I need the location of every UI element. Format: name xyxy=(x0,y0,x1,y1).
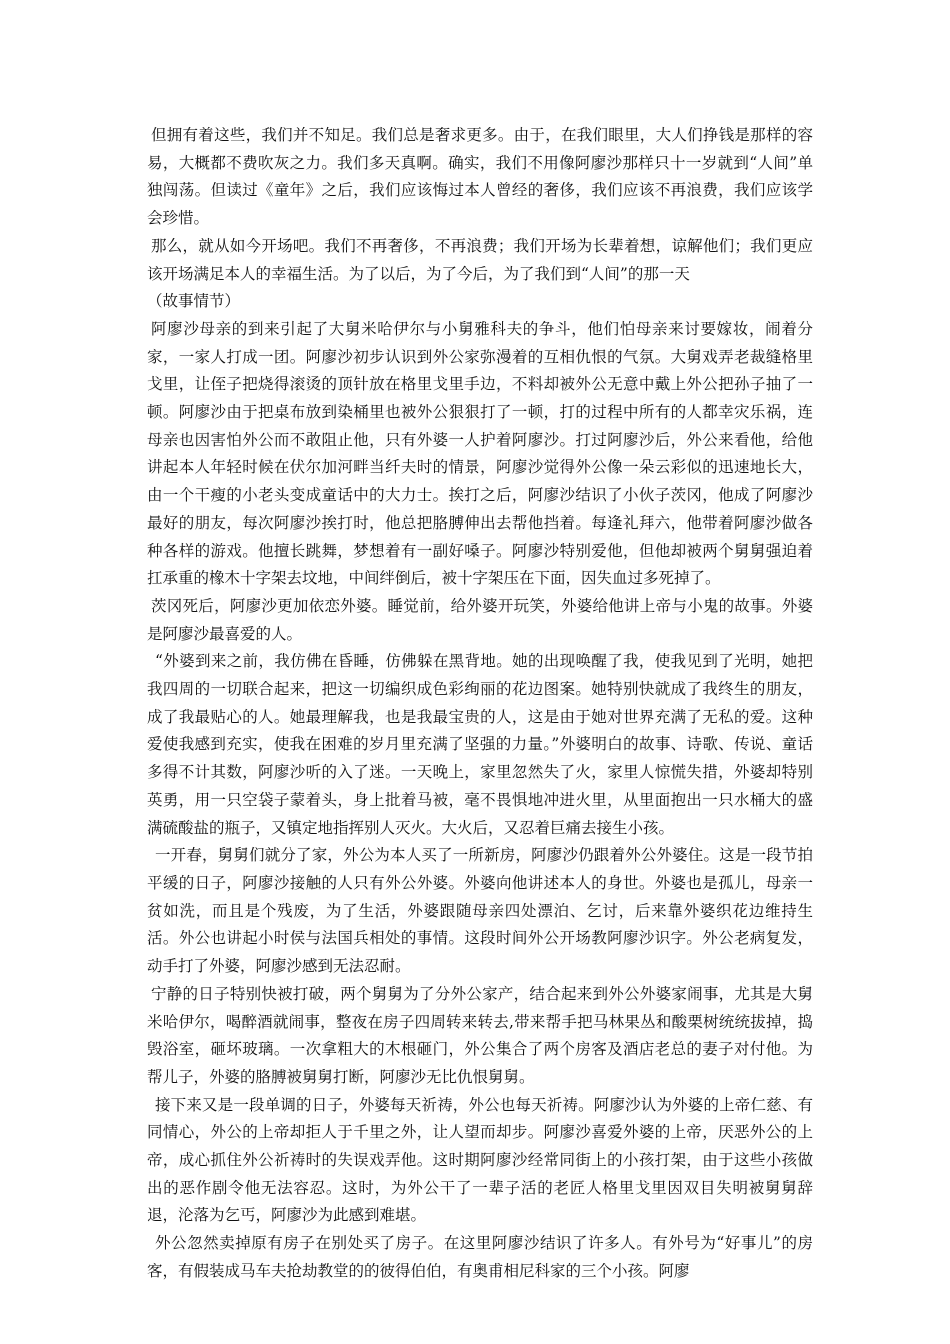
document-page xyxy=(147,122,813,1286)
paragraph-8: 接下来又是一段单调的日子，外婆每天祈祷，外公也每天祈祷。阿廖沙认为外婆的上帝仁慈、有同情心，外公的上帝却拒人于千里之外，让人望而却步。阿廖沙喜爱外婆的上帝，厌恶外公的上帝，成心抓住外公祈祷时的失误戏弄他。这时期阿廖沙经常同街上的小孩打架，由于这些小孩做出的恶作剧令他无法容忍。这时，为外公干了一辈子活的老匠人格里戈里因双目失明被舅舅辞退，沦落为乞丐，阿廖沙为此感到难堪。 xyxy=(147,1095,813,1225)
paragraph-7: 宁静的日子特别快被打破，两个舅舅为了分外公家产，结合起来到外公外婆家闹事，尤其是大舅米哈伊尔，喝醉酒就闹事，整夜在房子四周转来转去,带来帮手把马林果丛和酸栗树统统拔掉，捣毁浴室，砸坏玻璃。一次拿粗大的木根砸门，外公集合了两个房客及酒店老总的妻子对付他。为帮儿子，外婆的胳膊被舅舅打断，阿廖沙无比仇恨舅舅。 xyxy=(147,984,813,1086)
paragraph-1: 但拥有着这些，我们并不知足。我们总是奢求更多。由于，在我们眼里，大人们挣钱是那样的容易，大概都不费吹灰之力。我们多天真啊。确实，我们不用像阿廖沙那样只十一岁就到“人间”单独闯荡。但读过《童年》之后，我们应该悔过本人曾经的奢侈，我们应该不再浪费，我们应该学会珍惜。 xyxy=(147,126,813,228)
section-heading: （故事情节） xyxy=(147,292,241,311)
paragraph-4: 茨冈死后，阿廖沙更加依恋外婆。睡觉前，给外婆开玩笑，外婆给他讲上帝与小鬼的故事。外婆是阿廖沙最喜爱的人。 xyxy=(147,596,813,643)
paragraph-9: 外公忽然卖掉原有房子在别处买了房子。在这里阿廖沙结识了许多人。有外号为“好事儿”的房客，有假装成马车夫抢劫教堂的的彼得伯伯，有奥甫相尼科家的三个小孩。阿廖 xyxy=(147,1234,813,1280)
paragraph-6: 一开春，舅舅们就分了家，外公为本人买了一所新房，阿廖沙仍跟着外公外婆住。这是一段节拍平缓的日子，阿廖沙接触的人只有外公外婆。外婆向他讲述本人的身世。外婆也是孤儿，母亲一贫如洗，而且是个残废，为了生活，外婆跟随母亲四处漂泊、乞讨，后来靠外婆织花边维持生活。外公也讲起小时侯与法国兵相处的事情。这段时间外公开场教阿廖沙识字。外公老病复发，动手打了外婆，阿廖沙感到无法忍耐。 xyxy=(147,846,813,976)
paragraph-2: 那么，就从如今开场吧。我们不再奢侈，不再浪费；我们开场为长辈着想，谅解他们；我们更应该开场满足本人的幸福生活。为了以后，为了今后，为了我们到“人间”的那一天 xyxy=(147,236,813,283)
paragraph-5: “外婆到来之前，我仿佛在昏睡，仿佛躲在黑背地。她的出现唤醒了我，使我见到了光明，她把我四周的一切联合起来，把这一切编织成色彩绚丽的花边图案。她特别快就成了我终生的朋友，成了我最贴心的人。她最理解我，也是我最宝贵的人，这是由于她对世界充满了无私的爱。这种爱使我感到充实，使我在困难的岁月里充满了坚强的力量。”外婆明白的故事、诗歌、传说、童话多得不计其数，阿廖沙听的入了迷。一天晚上，家里忽然失了火，家里人惊慌失措，外婆却特别英勇，用一只空袋子蒙着头，身上批着马被，毫不畏惧地冲进火里，从里面抱出一只水桶大的盛满硫酸盐的瓶子，又镇定地指挥别人灭火。大火后，又忍着巨痛去接生小孩。 xyxy=(147,652,813,837)
paragraph-3: 阿廖沙母亲的到来引起了大舅米哈伊尔与小舅雅科夫的争斗，他们怕母亲来讨要嫁妆，闹着分家，一家人打成一团。阿廖沙初步认识到外公家弥漫着的互相仇恨的气氛。大舅戏弄老裁缝格里戈里，让侄子把烧得滚烫的顶针放在格里戈里手边，不料却被外公无意中戴上外公把孙子抽了一顿。阿廖沙由于把桌布放到染桶里也被外公狠狠打了一顿，打的过程中所有的人都幸灾乐祸，连母亲也因害怕外公而不敢阻止他，只有外婆一人护着阿廖沙。打过阿廖沙后，外公来看他，给他讲起本人年轻时候在伏尔加河畔当纤夫时的情景，阿廖沙觉得外公像一朵云彩似的迅速地长大，由一个干瘦的小老头变成童话中的大力士。挨打之后，阿廖沙结识了小伙子茨冈，他成了阿廖沙最好的朋友，每次阿廖沙挨打时，他总把胳膊伸出去帮他挡着。每逢礼拜六，他带着阿廖沙做各种各样的游戏。他擅长跳舞，梦想着有一副好嗓子。阿廖沙特别爱他，但他却被两个舅舅强迫着扛承重的橡木十字架去坟地，中间绊倒后，被十字架压在下面，因失血过多死掉了。 xyxy=(147,319,813,588)
